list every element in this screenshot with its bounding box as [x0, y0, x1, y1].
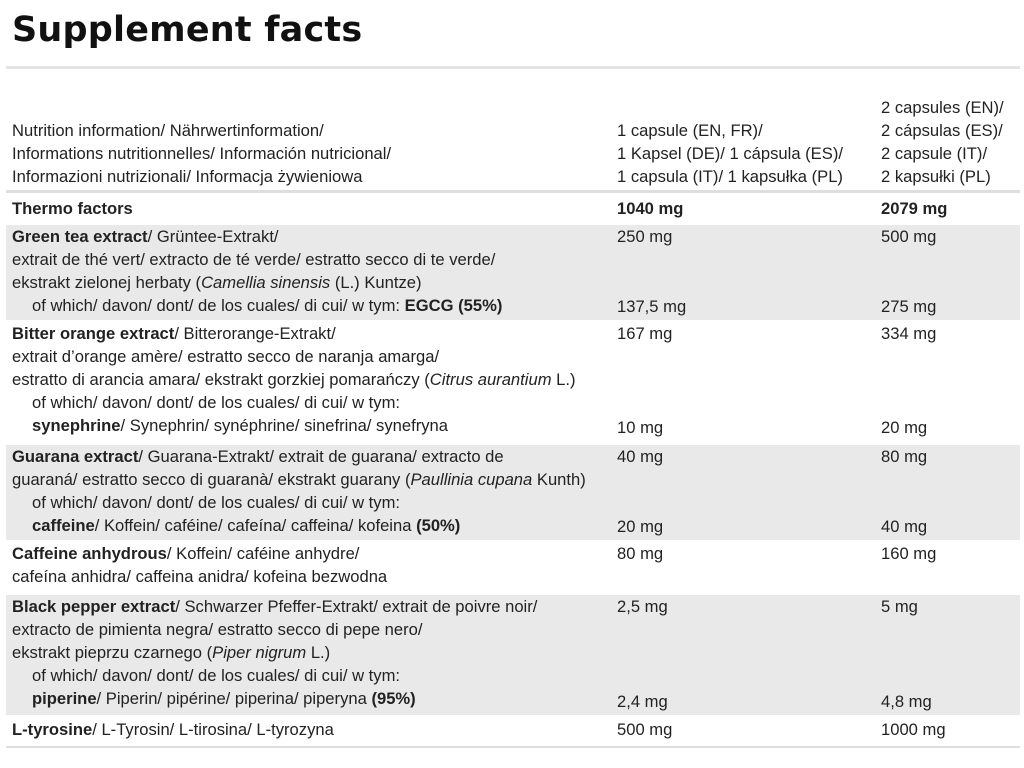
piperine-two-capsules: 4,8 mg	[881, 692, 932, 711]
guarana-one-capsule: 40 mg	[617, 447, 664, 466]
synephrine-two-capsules: 20 mg	[881, 418, 928, 437]
l-tyrosine-name: L-tyrosine	[12, 720, 93, 739]
table-row-l-tyrosine	[6, 718, 1020, 743]
bitter-orange-name: Bitter orange extract	[12, 324, 175, 343]
title-divider	[6, 66, 1020, 69]
black-pepper-description: Black pepper extract/ Schwarzer Pfeffer-Extrakt/ extrait de poivre noir/ extracto de pimienta negra/ estratto secco di pepe nero/ ekstrakt pieprzu czarnego (Piper nigrum L.) of which/ davon/ dont/ de los cuales/ di cui/ w tym: piperine/ Piperin/ pipérine/ piperina/ piperyna (95%)	[12, 597, 538, 708]
table-row-thermo-factors	[6, 197, 1020, 221]
synephrine-label: synephrine	[32, 416, 121, 435]
caffeine-anhydrous-two-capsules: 160 mg	[881, 544, 937, 563]
caffeine-label: caffeine	[32, 516, 95, 535]
guarana-description: Guarana extract/ Guarana-Extrakt/ extrait de guarana/ extracto de guaraná/ estratto secco di guaranà/ ekstrakt guarany (Paullinia cupana Kunth) of which/ davon/ dont/ de los cuales/ di cui/ w tym: caffeine/ Koffein/ caféine/ cafeína/ caffeina/ kofeina (50%)	[12, 447, 586, 535]
caffeine-anhydrous-name: Caffeine anhydrous	[12, 544, 167, 563]
green-tea-latin-name: Camellia sinensis	[201, 273, 331, 292]
l-tyrosine-two-capsules: 1000 mg	[881, 720, 946, 739]
black-pepper-latin-name: Piper nigrum	[212, 643, 307, 662]
table-row-bitter-orange-extract	[6, 322, 1020, 441]
table-row-black-pepper-extract	[6, 595, 1020, 715]
egcg-one-capsule: 137,5 mg	[617, 297, 687, 316]
thermo-factors-two-capsules: 2079 mg	[881, 199, 948, 218]
guarana-name: Guarana extract	[12, 447, 139, 466]
table-bottom-divider	[6, 746, 1020, 748]
black-pepper-one-capsule: 2,5 mg	[617, 597, 668, 616]
header-two-capsules: 2 capsules (EN)/ 2 cápsulas (ES)/ 2 capsule (IT)/ 2 kapsułki (PL)	[881, 98, 1004, 186]
header-divider	[6, 190, 1020, 193]
green-tea-description: Green tea extract/ Grüntee-Extrakt/ extrait de thé vert/ extracto de té verde/ estratto secco di te verde/ ekstrakt zielonej herbaty (Camellia sinensis (L.) Kuntze) of which/ davon/ dont/ de los cuales/ di cui/ w tym: EGCG (55%)	[12, 227, 503, 315]
egcg-two-capsules: 275 mg	[881, 297, 937, 316]
guarana-two-capsules: 80 mg	[881, 447, 928, 466]
piperine-label: piperine	[32, 689, 97, 708]
caffeine-anhydrous-one-capsule: 80 mg	[617, 544, 664, 563]
green-tea-one-capsule: 250 mg	[617, 227, 673, 246]
bitter-orange-two-capsules: 334 mg	[881, 324, 937, 343]
thermo-factors-label: Thermo factors	[12, 199, 133, 218]
caffeine-one-capsule: 20 mg	[617, 517, 664, 536]
piperine-one-capsule: 2,4 mg	[617, 692, 668, 711]
synephrine-one-capsule: 10 mg	[617, 418, 664, 437]
green-tea-name: Green tea extract	[12, 227, 148, 246]
table-row-guarana-extract	[6, 445, 1020, 540]
bitter-orange-description: Bitter orange extract/ Bitterorange-Extrakt/ extrait d’orange amère/ estratto secco de naranja amarga/ estratto di arancia amara/ ekstrakt gorzkiej pomarańczy (Citrus aurantium L.) of which/ davon/ dont/ de los cuales/ di cui/ w tym: synephrine/ Synephrin/ synéphrine/ sinefrina/ synefryna	[12, 324, 576, 435]
thermo-factors-one-capsule: 1040 mg	[617, 199, 684, 218]
green-tea-two-capsules: 500 mg	[881, 227, 937, 246]
header-nutrition-information: Nutrition information/ Nährwertinformation/ Informations nutritionnelles/ Información nutricional/ Informazioni nutrizionali/ Informacja żywieniowa	[12, 121, 392, 186]
l-tyrosine-one-capsule: 500 mg	[617, 720, 673, 739]
page-title: Supplement facts	[12, 10, 363, 50]
guarana-latin-name: Paullinia cupana	[410, 470, 533, 489]
black-pepper-name: Black pepper extract	[12, 597, 176, 616]
bitter-orange-one-capsule: 167 mg	[617, 324, 673, 343]
table-row-green-tea-extract	[6, 225, 1020, 320]
egcg-label: EGCG (55%)	[404, 296, 503, 315]
black-pepper-two-capsules: 5 mg	[881, 597, 918, 616]
bitter-orange-latin-name: Citrus aurantium	[429, 370, 552, 389]
table-header	[0, 88, 1024, 188]
l-tyrosine-description: L-tyrosine/ L-Tyrosin/ L-tirosina/ L-tyrozyna	[12, 720, 334, 739]
header-one-capsule: 1 capsule (EN, FR)/ 1 Kapsel (DE)/ 1 cápsula (ES)/ 1 capsula (IT)/ 1 kapsułka (PL)	[617, 121, 843, 186]
table-row-caffeine-anhydrous	[6, 542, 1020, 592]
caffeine-two-capsules: 40 mg	[881, 517, 928, 536]
caffeine-anhydrous-description: Caffeine anhydrous/ Koffein/ caféine anhydre/ cafeína anhidra/ caffeina anidra/ kofeina bezwodna	[12, 544, 388, 586]
